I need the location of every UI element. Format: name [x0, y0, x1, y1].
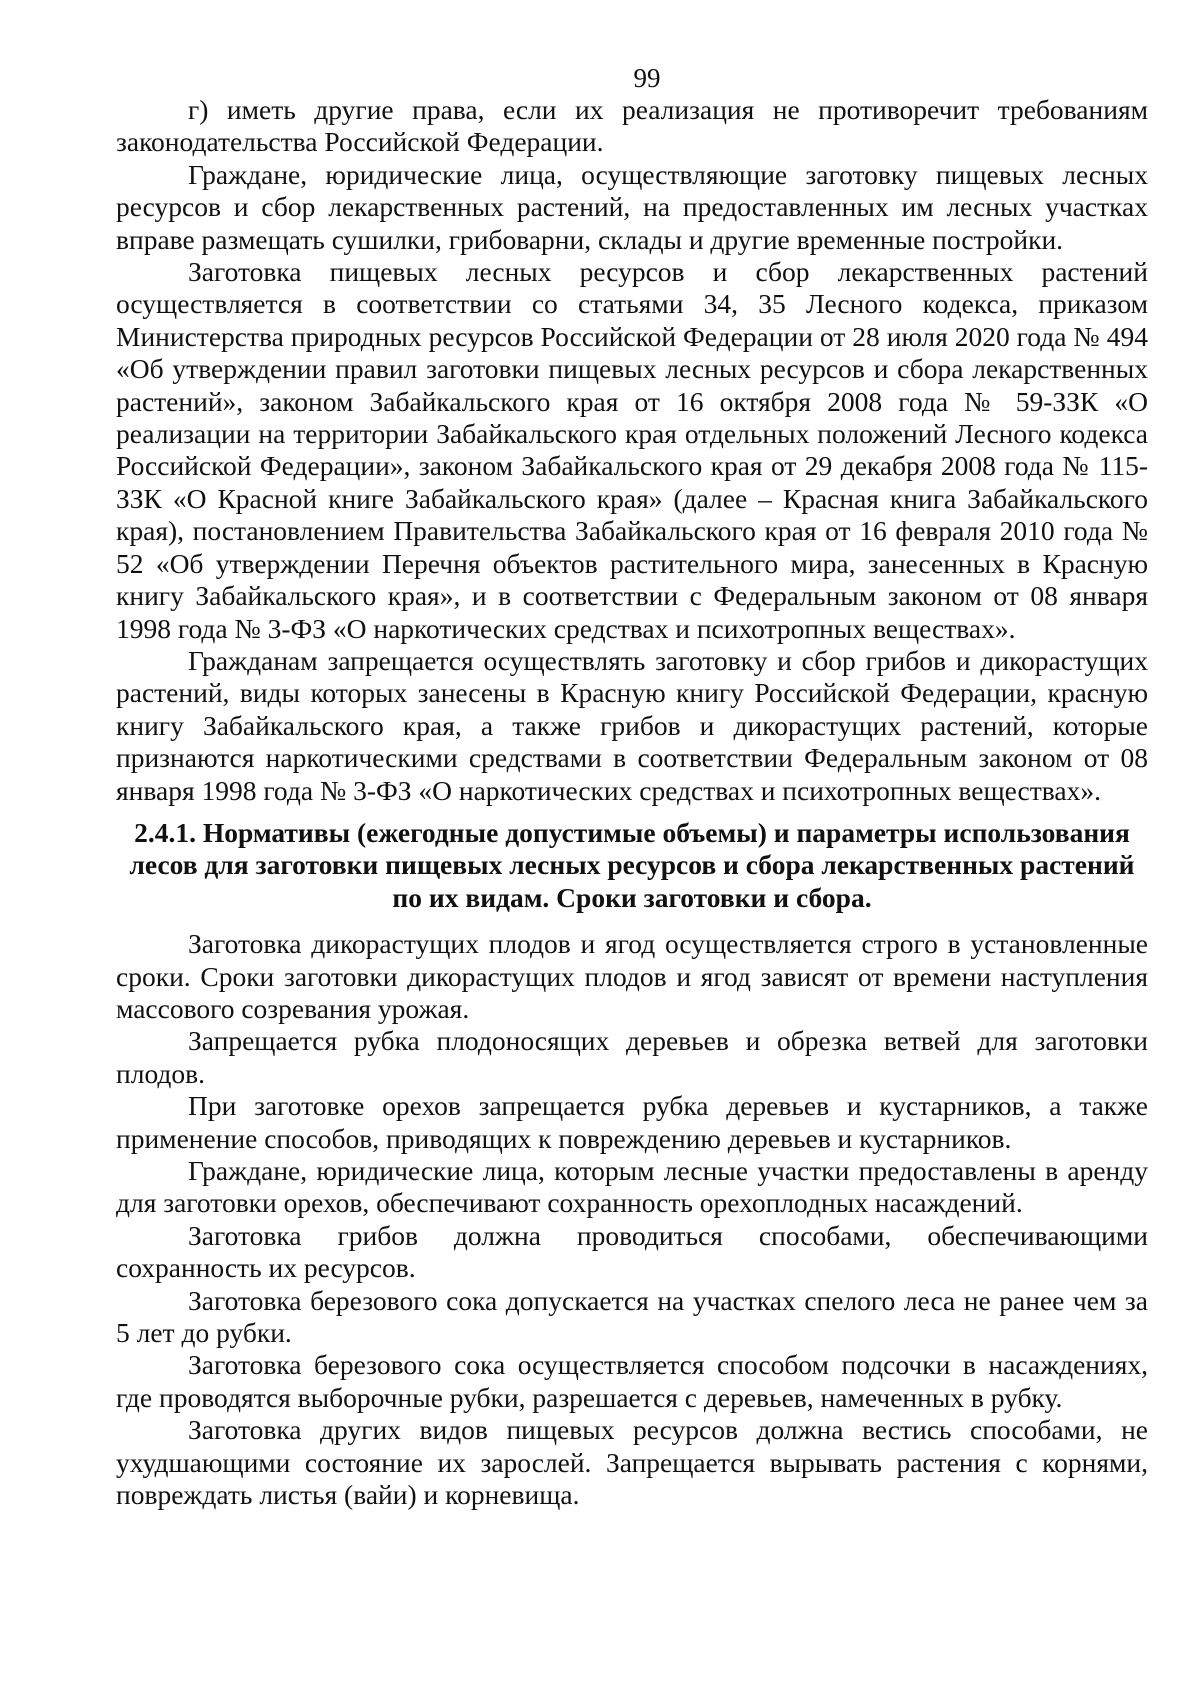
document-page [116, 62, 1148, 1511]
page-number: 99 [633, 63, 661, 93]
paragraph-birch-sap-timing: Заготовка березового сока допускается на участках спелого леса не ранее чем за 5 лет до рубки. [116, 1284, 1148, 1349]
paragraph-legal-basis: Заготовка пищевых лесных ресурсов и сбор лекарственных растений осуществляется в соответствии со статьями 34, 35 Лесного кодекса, приказом Министерства природных ресурсов Российской Федерации от 28 июля 2020 года № 494 «Об утверждении правил заготовки пищевых лесных ресурсов и сбора лекарственных растений», законом Забайкальского края от 16 октября 2008 года № 59-ЗЗК «О реализации на территории Забайкальского края отдельных положений Лесного кодекса Российской Федерации», законом Забайкальского края от 29 декабря 2008 года № 115-ЗЗК «О Красной книге Забайкальского края» (далее – Красная книга Забайкальского края), постановлением Правительства Забайкальского края от 16 февраля 2010 года № 52 «Об утверждении Перечня объектов растительного мира, занесенных в Красную книгу Забайкальского края», и в соответствии с Федеральным законом от 08 января 1998 года № 3-ФЗ «О наркотических средствах и психотропных веществах». [116, 256, 1148, 644]
paragraph-birch-sap-method: Заготовка березового сока осуществляется способом подсочки в насаждениях, где проводятся выборочные рубки, разрешается с деревьев, намеченных в рубку. [116, 1349, 1148, 1413]
paragraph-fruit-trees: Запрещается рубка плодоносящих деревьев и обрезка ветвей для заготовки плодов. [116, 1025, 1148, 1089]
paragraph-fruits-berries: Заготовка дикорастущих плодов и ягод осуществляется строго в установленные сроки. Сроки заготовки дикорастущих плодов и ягод зависят от времени наступления массового созревания урожая. [116, 928, 1148, 1024]
paragraph-other-resources: Заготовка других видов пищевых ресурсов должна вестись способами, не ухудшающими состояние их зарослей. Запрещается вырывать растения с корнями, повреждать листья (вайи) и корневища. [116, 1414, 1148, 1511]
paragraph-nuts: При заготовке орехов запрещается рубка деревьев и кустарников, а также применение способов, приводящих к повреждению деревьев и кустарников. [116, 1090, 1148, 1154]
paragraph-prohibition: Гражданам запрещается осуществлять заготовку и сбор грибов и дикорастущих растений, виды которых занесены в Красную книгу Российской Федерации, красную книгу Забайкальского края, а также грибов и дикорастущих растений, которые признаются наркотическими средствами в соответствии Федеральным законом от 08 января 1998 года № 3-ФЗ «О наркотических средствах и психотропных веществах». [116, 644, 1148, 806]
paragraph-rights: г) иметь другие права, если их реализация не противоречит требованиям законодательства Российской Федерации. [116, 94, 1148, 158]
paragraph-temporary-buildings: Граждане, юридические лица, осуществляющие заготовку пищевых лесных ресурсов и сбор лекарственных растений, на предоставленных им лесных участках вправе размещать сушилки, грибоварни, склады и другие временные постройки. [116, 158, 1148, 255]
section-heading: 2.4.1. Нормативы (ежегодные допустимые объемы) и параметры использования лесов для заготовки пищевых лесных ресурсов и сбора лекарственных растений по их видам. Сроки заготовки и сбора. [129, 816, 1135, 913]
paragraph-nut-lease: Граждане, юридические лица, которым лесные участки предоставлены в аренду для заготовки орехов, обеспечивают сохранность орехоплодных насаждений. [116, 1155, 1148, 1219]
paragraph-mushrooms: Заготовка грибов должна проводиться способами, обеспечивающими сохранность их ресурсов. [116, 1219, 1148, 1284]
